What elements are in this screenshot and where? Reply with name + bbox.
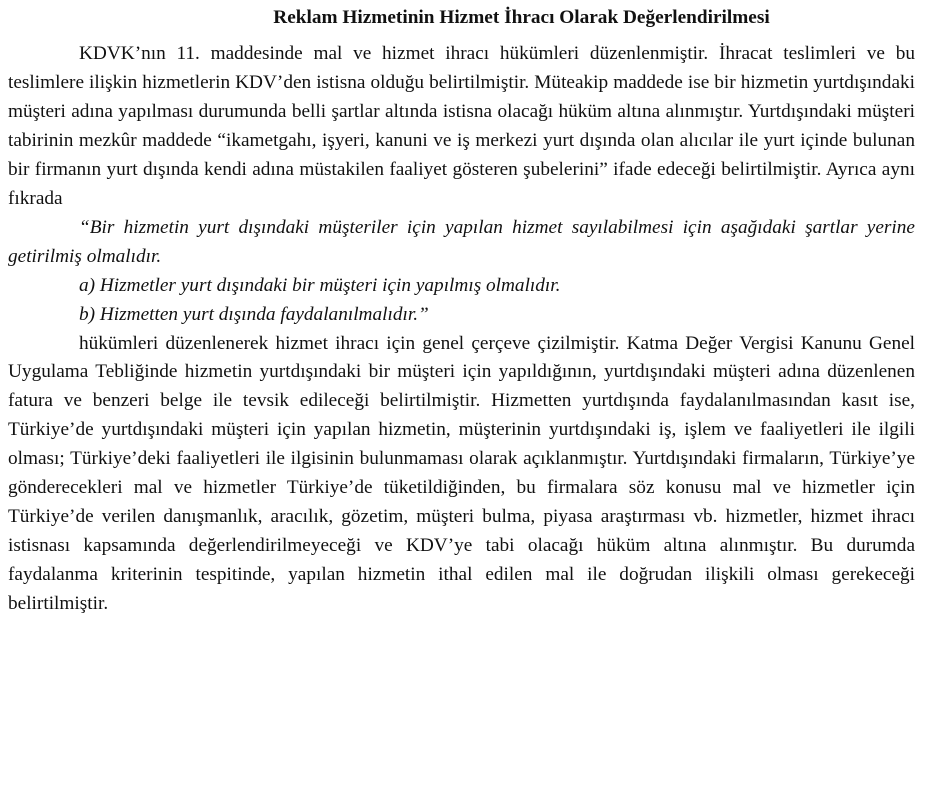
- quote-item-b: b) Hizmetten yurt dışında faydalanılmalıdır.”: [79, 303, 429, 325]
- quote-item-a: a) Hizmetler yurt dışındaki bir müşteri için yapılmış olmalıdır.: [79, 274, 561, 296]
- paragraph-service-export-framework: hükümleri düzenlenerek hizmet ihracı için genel çerçeve çizilmiştir. Katma Değer Vergisi Kanunu Genel Uygulama Tebliğinde hizmetin yurtdışındaki bir müşteri için yapıldığının, yurtdışındaki müşteri adına düzenlenen fatura ve benzeri belge ile tevsik edileceği belirtilmiştir. Hizmetten yurtdışında faydalanılmasından kasıt ise, Türkiye’de yurtdışındaki müşteri için yapılan hizmetin, müşterinin yurtdışındaki iş, işlem ve faaliyetleri ile ilgili olması; Türkiye’deki faaliyetleri ile ilgisinin bulunmaması olarak açıklanmıştır. Yurtdışındaki firmaların, Türkiye’ye gönderecekleri mal ve hizmetler Türkiye’de tüketildiğinden, bu firmalara söz konusu mal ve hizmetler için Türkiye’de verilen danışmanlık, aracılık, gözetim, müşteri bulma, piyasa araştırması vb. hizmetler, hizmet ihracı istisnası kapsamında değerlendirilmeyeceği ve KDV’ye tabi olacağı hüküm altına alınmıştır. Bu durumda faydalanma kriterinin tespitinde, yapılan hizmetin ithal edilen mal ile doğrudan ilişkili olması gerekeceği belirtilmiştir.: [8, 332, 915, 615]
- section-title: Reklam Hizmetinin Hizmet İhracı Olarak Değerlendirilmesi: [273, 7, 770, 28]
- quote-intro: “Bir hizmetin yurt dışındaki müşteriler için yapılan hizmet sayılabilmesi için aşağıdaki şartlar yerine getirilmiş olmalıdır.: [8, 216, 915, 267]
- paragraph-kdvk-article-11: KDVK’nın 11. maddesinde mal ve hizmet ihracı hükümleri düzenlenmiştir. İhracat teslimleri ve bu teslimlere ilişkin hizmetlerin KDV’den istisna olduğu belirtilmiştir. Müteakip maddede ise bir hizmetin yurtdışındaki müşteri adına yapılması durumunda belli şartlar altında istisna olacağı hüküm altına alınmıştır. Yurtdışındaki müşteri tabirinin mezkûr maddede “ikametgahı, işyeri, kanuni ve iş merkezi yurt dışında olan alıcılar ile yurt içinde bulunan bir firmanın yurt dışında kendi adına müstakilen faaliyet gösteren şubelerini” ifade edeceği belirtilmiştir. Ayrıca aynı fıkrada: [8, 43, 915, 209]
